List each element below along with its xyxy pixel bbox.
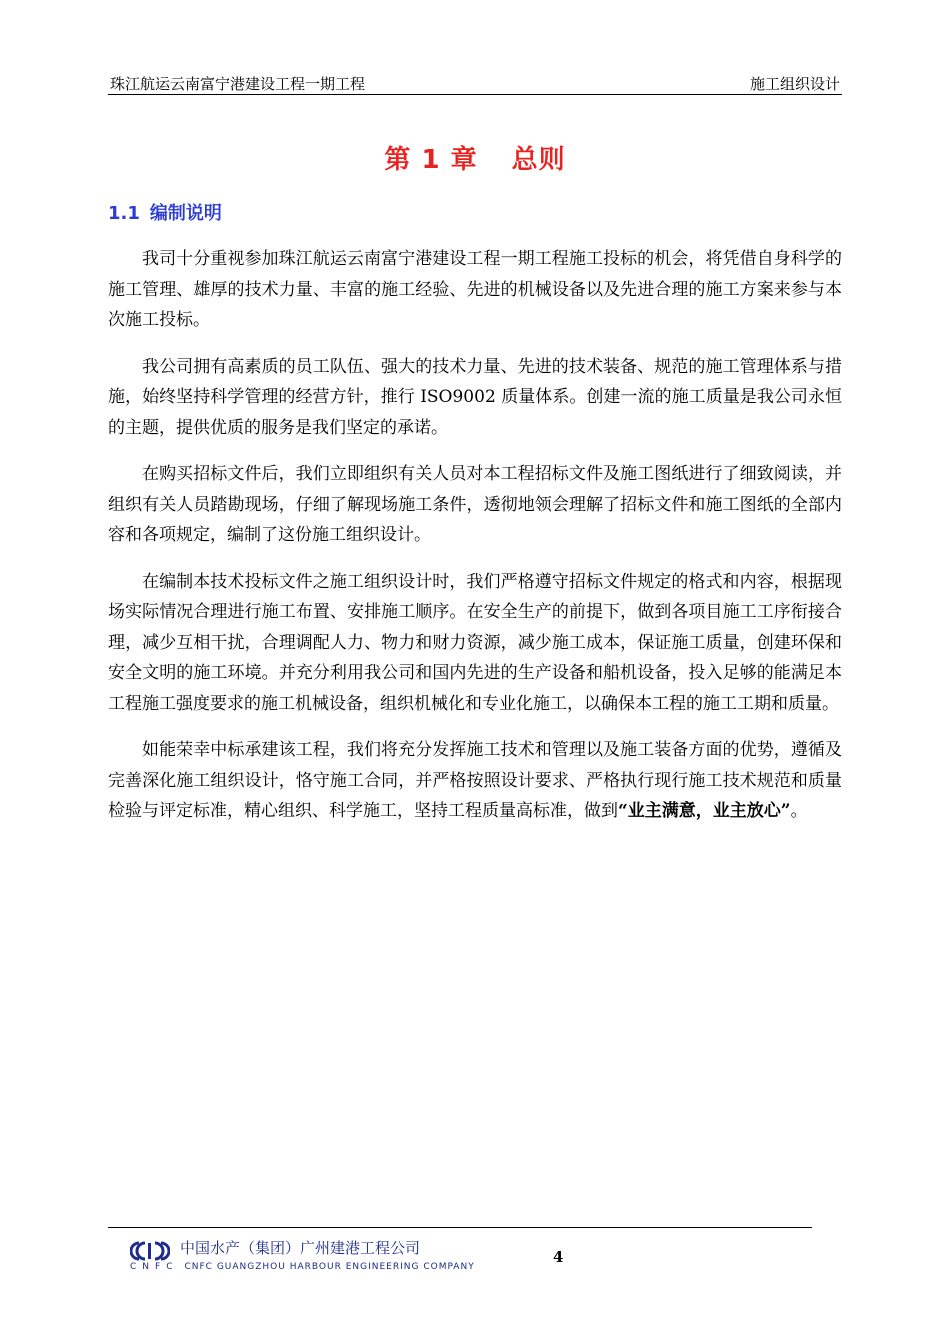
- paragraph: 我公司拥有高素质的员工队伍、强大的技术力量、先进的技术装备、规范的施工管理体系与措施，始终坚持科学管理的经营方针，推行 ISO9002 质量体系。创建一流的施工质量是我公司永恒的主题，提供优质的服务是我们坚定的承诺。: [108, 356, 842, 438]
- emphasis-quote: “业主满意，业主放心”: [618, 801, 791, 821]
- page-number: 4: [553, 1248, 564, 1266]
- section-name: 编制说明: [149, 203, 222, 224]
- footer-cnfc-mark: CNFC: [130, 1262, 179, 1272]
- header-document-title: 珠江航运云南富宁港建设工程一期工程: [110, 75, 366, 93]
- paragraph: 在购买招标文件后，我们立即组织有关人员对本工程招标文件及施工图纸进行了细致阅读，并组织有关人员踏勘现场，仔细了解现场施工条件，透彻地领会理解了招标文件和施工图纸的全部内容和各项规定，编制了这份施工组织设计。: [108, 464, 842, 545]
- paragraph: 在编制本技术投标文件之施工组织设计时，我们严格遵守招标文件规定的格式和内容，根据现场实际情况合理进行施工布置、安排施工顺序。在安全生产的前提下，做到各项目施工工序衔接合理，减少互相干扰，合理调配人力、物力和财力资源，减少施工成本，保证施工质量，创建环保和安全文明的施工环境。并充分利用我公司和国内先进的生产设备和船机设备，投入足够的能满足本工程施工强度要求的施工机械设备，组织机械化和专业化施工，以确保本工程的施工工期和质量。: [108, 571, 842, 714]
- footer-company-name-en: [130, 1261, 475, 1273]
- header-document-type: 施工组织设计: [749, 75, 840, 93]
- page-header: [108, 70, 842, 95]
- section-heading: [108, 202, 222, 226]
- paragraph-text: 如能荣幸中标承建该工程，我们将充分发挥施工技术和管理以及施工装备方面的优势，遵循及完善深化施工组织设计，恪守施工合同，并严格按照设计要求、严格执行现行施工技术规范和质量检验与评定标准，精心组织、科学施工，坚持工程质量高标准，做到: [108, 740, 842, 821]
- cnfc-logo-icon: [130, 1241, 170, 1261]
- footer-divider: [108, 1227, 812, 1228]
- body-text: [108, 244, 842, 843]
- chapter-title: [108, 143, 842, 177]
- footer-company-name-cn: 中国水产（集团）广州建港工程公司: [180, 1239, 421, 1257]
- chapter-name: 总则: [511, 145, 566, 175]
- footer-company-en-text: CNFC GUANGZHOU HARBOUR ENGINEERING COMPANY: [184, 1262, 475, 1272]
- section-number: 1.1: [108, 203, 140, 224]
- paragraph-last: [108, 735, 842, 827]
- paragraph-end: 。: [790, 801, 808, 821]
- paragraph: 我司十分重视参加珠江航运云南富宁港建设工程一期工程施工投标的机会，将凭借自身科学的施工管理、雄厚的技术力量、丰富的施工经验、先进的机械设备以及先进合理的施工方案来参与本次施工投标。: [108, 249, 842, 330]
- chapter-number: 第 1 章: [384, 145, 478, 175]
